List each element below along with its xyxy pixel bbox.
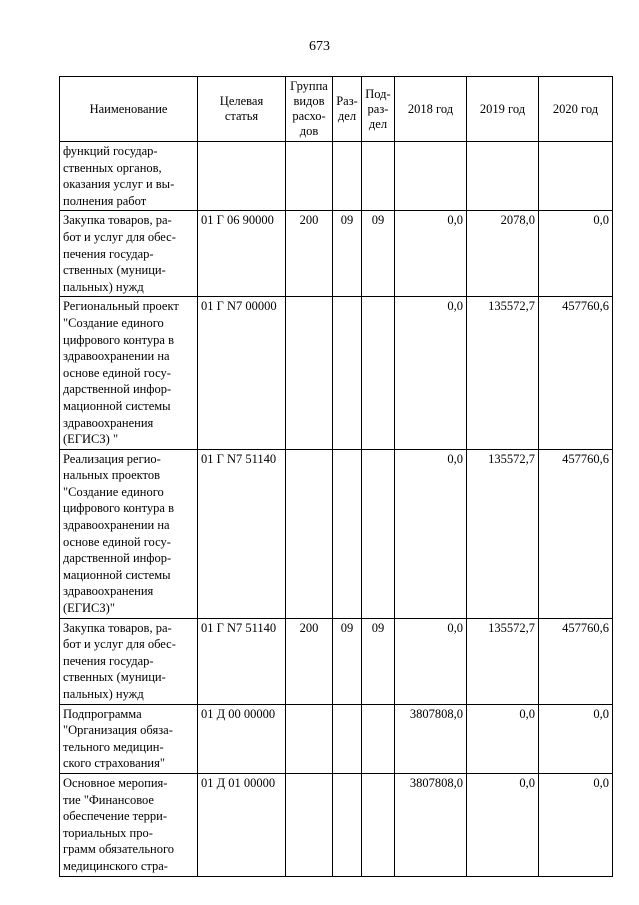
row-section xyxy=(333,142,362,211)
budget-table xyxy=(59,76,613,877)
row-section: 09 xyxy=(333,211,362,297)
row-2019: 135572,7 xyxy=(467,297,539,449)
row-2019: 135572,7 xyxy=(467,618,539,704)
header-name: Наименование xyxy=(60,77,198,142)
row-2019 xyxy=(467,142,539,211)
row-target: 01 Г N7 00000 xyxy=(198,297,286,449)
row-target xyxy=(198,142,286,211)
row-2020: 0,0 xyxy=(539,773,613,876)
row-subsection xyxy=(362,704,395,773)
table-row xyxy=(60,773,613,876)
row-name: Основное меропия- тие "Финансовое обеспечение терри- ториальных про- грамм обязательного медицинского стра- xyxy=(60,773,198,876)
header-2018: 2018 год xyxy=(395,77,467,142)
row-2018: 0,0 xyxy=(395,618,467,704)
row-group: 200 xyxy=(286,618,333,704)
row-group xyxy=(286,297,333,449)
row-2019: 2078,0 xyxy=(467,211,539,297)
row-section xyxy=(333,297,362,449)
row-name: Подпрограмма "Организация обяза- тельного медицин- ского страхования" xyxy=(60,704,198,773)
table-row xyxy=(60,211,613,297)
row-2019: 0,0 xyxy=(467,773,539,876)
row-group xyxy=(286,449,333,618)
row-subsection xyxy=(362,773,395,876)
table-row xyxy=(60,297,613,449)
row-group xyxy=(286,704,333,773)
row-name: Региональный проект "Создание единого цифрового контура в здравоохранении на основе единой госу- дарственной инфор- мационной системы здравоохранения (ЕГИСЗ) " xyxy=(60,297,198,449)
row-2020: 457760,6 xyxy=(539,449,613,618)
row-2018: 3807808,0 xyxy=(395,704,467,773)
header-subsection: Под- раз- дел xyxy=(362,77,395,142)
row-name: Закупка товаров, ра- бот и услуг для обес- печения государ- ственных (муници- пальных) нужд xyxy=(60,618,198,704)
row-2018: 3807808,0 xyxy=(395,773,467,876)
row-2018: 0,0 xyxy=(395,449,467,618)
table-row xyxy=(60,704,613,773)
row-group: 200 xyxy=(286,211,333,297)
header-section: Раз- дел xyxy=(333,77,362,142)
row-section: 09 xyxy=(333,618,362,704)
row-2019: 135572,7 xyxy=(467,449,539,618)
table-row xyxy=(60,618,613,704)
row-subsection: 09 xyxy=(362,618,395,704)
header-target-article: Целевая статья xyxy=(198,77,286,142)
table-row xyxy=(60,142,613,211)
row-target: 01 Г N7 51140 xyxy=(198,449,286,618)
row-subsection xyxy=(362,142,395,211)
table-row xyxy=(60,449,613,618)
row-subsection xyxy=(362,449,395,618)
row-subsection: 09 xyxy=(362,211,395,297)
row-2018: 0,0 xyxy=(395,211,467,297)
row-2020: 0,0 xyxy=(539,704,613,773)
row-2020: 457760,6 xyxy=(539,297,613,449)
row-section xyxy=(333,704,362,773)
row-name: функций государ- ственных органов, оказания услуг и вы- полнения работ xyxy=(60,142,198,211)
page-number: 673 xyxy=(309,39,330,54)
header-expense-group: Группа видов расхо- дов xyxy=(286,77,333,142)
row-group xyxy=(286,773,333,876)
row-section xyxy=(333,449,362,618)
header-2020: 2020 год xyxy=(539,77,613,142)
row-2020: 0,0 xyxy=(539,211,613,297)
row-2020 xyxy=(539,142,613,211)
row-2019: 0,0 xyxy=(467,704,539,773)
header-row xyxy=(60,77,613,142)
header-2019: 2019 год xyxy=(467,77,539,142)
row-2018 xyxy=(395,142,467,211)
row-2018: 0,0 xyxy=(395,297,467,449)
row-group xyxy=(286,142,333,211)
row-section xyxy=(333,773,362,876)
row-2020: 457760,6 xyxy=(539,618,613,704)
row-name: Закупка товаров, ра- бот и услуг для обес- печения государ- ственных (муници- пальных) нужд xyxy=(60,211,198,297)
row-target: 01 Д 01 00000 xyxy=(198,773,286,876)
row-target: 01 Д 00 00000 xyxy=(198,704,286,773)
row-name: Реализация регио- нальных проектов "Создание единого цифрового контура в здравоохранении на основе единой госу- дарственной инфор- мационной системы здравоохранения (ЕГИСЗ)" xyxy=(60,449,198,618)
row-target: 01 Г N7 51140 xyxy=(198,618,286,704)
row-target: 01 Г 06 90000 xyxy=(198,211,286,297)
row-subsection xyxy=(362,297,395,449)
